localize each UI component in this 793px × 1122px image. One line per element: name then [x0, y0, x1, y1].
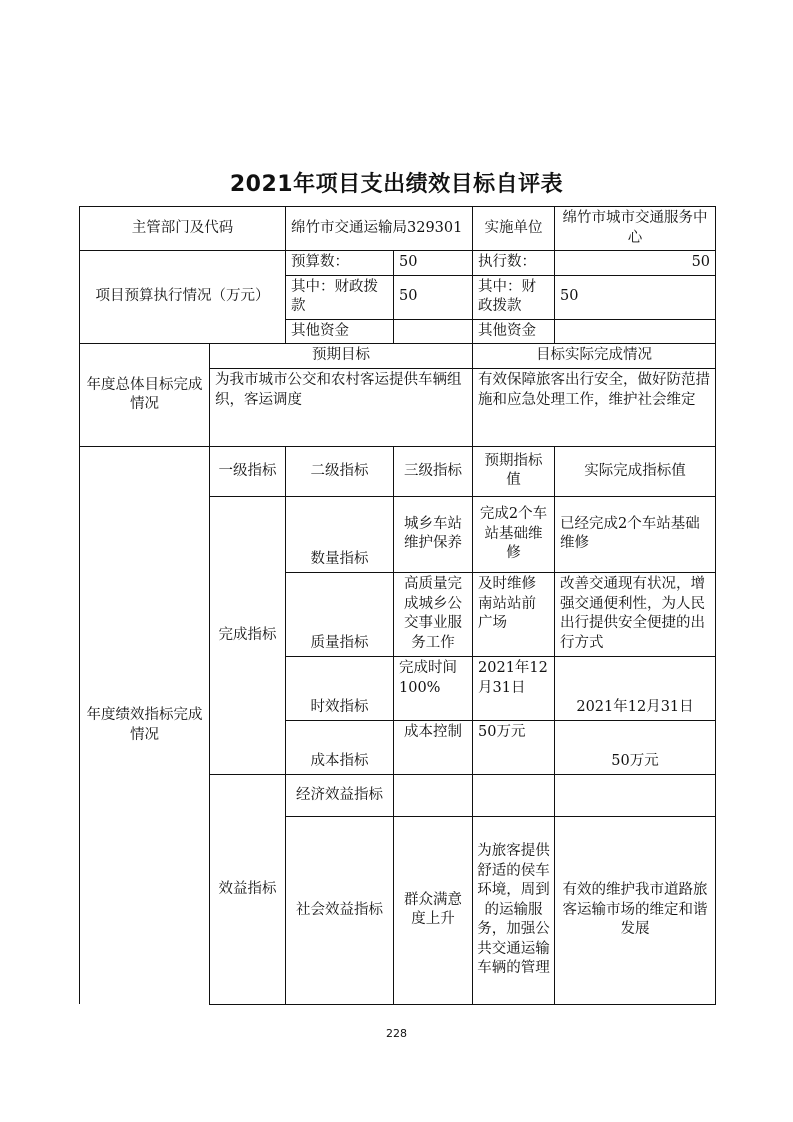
expected-cell: 及时维修南站站前广场 — [473, 572, 555, 656]
level2-cell: 数量指标 — [286, 496, 394, 572]
goal-actual-header: 目标实际完成情况 — [473, 344, 716, 369]
goal-actual-text: 有效保障旅客出行安全，做好防范措施和应急处理工作，维护社会维定 — [473, 368, 716, 446]
performance-table — [79, 206, 716, 1005]
group-completion: 完成指标 — [210, 496, 286, 774]
budget-count-value: 50 — [394, 251, 473, 276]
fiscal-exec-label: 其中：财政拨款 — [473, 275, 555, 319]
page-title: 2021年项目支出绩效目标自评表 — [229, 172, 564, 197]
actual-cell: 2021年12月31日 — [555, 656, 716, 720]
level2-cell: 社会效益指标 — [286, 816, 394, 1004]
level3-cell: 成本控制 — [394, 720, 473, 774]
expected-cell: 50万元 — [473, 720, 555, 774]
expected-cell — [473, 774, 555, 816]
col-level3: 三级指标 — [394, 446, 473, 496]
level3-cell: 城乡车站维护保养 — [394, 496, 473, 572]
col-actual: 实际完成指标值 — [555, 446, 716, 496]
other-funds-budget — [394, 319, 473, 344]
page-number: 228 — [386, 1027, 407, 1040]
goal-expected-text: 为我市城市公交和农村客运提供车辆组织，客运调度 — [210, 368, 473, 446]
level2-cell: 经济效益指标 — [286, 774, 394, 816]
actual-cell: 已经完成2个车站基础维修 — [555, 496, 716, 572]
expected-cell: 完成2个车站基础维修 — [473, 496, 555, 572]
group-benefit: 效益指标 — [210, 774, 286, 1004]
level3-cell — [394, 774, 473, 816]
indicators-label: 年度绩效指标完成情况 — [80, 446, 210, 1004]
other-funds-label: 其他资金 — [286, 319, 394, 344]
level2-cell: 成本指标 — [286, 720, 394, 774]
actual-cell: 有效的维护我市道路旅客运输市场的维定和谐发展 — [555, 816, 716, 1004]
col-expected: 预期指标值 — [473, 446, 555, 496]
level2-cell: 时效指标 — [286, 656, 394, 720]
fiscal-exec-value: 50 — [555, 275, 716, 319]
actual-cell: 50万元 — [555, 720, 716, 774]
fiscal-budget-value: 50 — [394, 275, 473, 319]
budget-label: 项目预算执行情况（万元） — [80, 251, 286, 344]
level3-cell: 完成时间100% — [394, 656, 473, 720]
goal-label: 年度总体目标完成情况 — [80, 344, 210, 447]
impl-value: 绵竹市城市交通服务中心 — [555, 207, 716, 251]
col-level1: 一级指标 — [210, 446, 286, 496]
budget-row — [80, 251, 716, 276]
dept-label: 主管部门及代码 — [80, 207, 286, 251]
indicator-header-row — [80, 446, 716, 496]
impl-label: 实施单位 — [473, 207, 555, 251]
col-level2: 二级指标 — [286, 446, 394, 496]
exec-count-value: 50 — [555, 251, 716, 276]
actual-cell: 改善交通现有状况，增强交通便利性，为人民出行提供安全便捷的出行方式 — [555, 572, 716, 656]
level2-cell: 质量指标 — [286, 572, 394, 656]
dept-row — [80, 207, 716, 251]
actual-cell — [555, 774, 716, 816]
exec-count-label: 执行数： — [473, 251, 555, 276]
other-funds-exec — [555, 319, 716, 344]
expected-cell: 2021年12月31日 — [473, 656, 555, 720]
goal-expected-header: 预期目标 — [210, 344, 473, 369]
dept-value: 绵竹市交通运输局329301 — [286, 207, 473, 251]
level3-cell: 高质量完成城乡公交事业服务工作 — [394, 572, 473, 656]
goal-header-row — [80, 344, 716, 369]
other-funds-exec-label: 其他资金 — [473, 319, 555, 344]
budget-count-label: 预算数： — [286, 251, 394, 276]
expected-cell: 为旅客提供舒适的侯车环境，周到的运输服务，加强公共交通运输车辆的管理 — [473, 816, 555, 1004]
level3-cell: 群众满意度上升 — [394, 816, 473, 1004]
fiscal-label: 其中：财政拨款 — [286, 275, 394, 319]
